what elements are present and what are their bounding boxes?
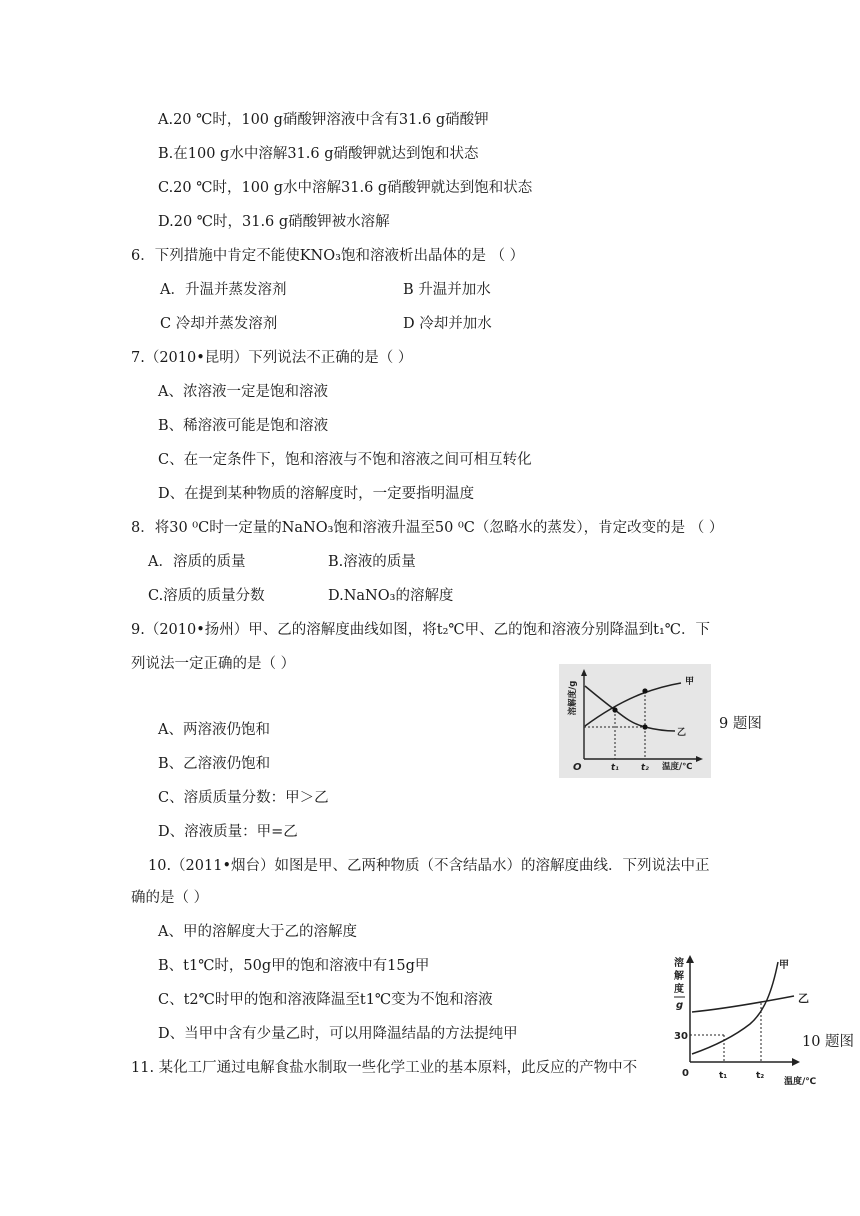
q8-option-c: C.溶质的质量分数 [148, 588, 265, 604]
q9-figure-caption: 9 题图 [719, 716, 762, 732]
q9-y-label: 溶解度/g [568, 680, 578, 716]
q8-option-d: D.NaNO₃的溶解度 [328, 588, 454, 604]
q9-solubility-figure [559, 664, 711, 778]
q10-t2-label: t₂ [756, 1071, 765, 1081]
q9-option-d: D、溶液质量：甲=乙 [158, 824, 298, 840]
q9-origin-label: O [573, 762, 582, 773]
q10-y-tick-30: 30 [674, 1031, 688, 1042]
q10-option-c: C、t2℃时甲的饱和溶液降温至t1℃变为不饱和溶液 [158, 992, 493, 1008]
q10-stem-line1: 10.（2011•烟台）如图是甲、乙两种物质（不含结晶水）的溶解度曲线．下列说法中正 [148, 858, 710, 874]
q9-option-c: C、溶质质量分数：甲＞乙 [158, 790, 329, 806]
q10-x-label: 温度/℃ [784, 1077, 817, 1087]
q8-option-b: B.溶液的质量 [328, 554, 416, 570]
q10-y-label-char3: 度 [674, 984, 684, 995]
q10-origin-label: 0 [682, 1068, 689, 1079]
q10-x-axis-arrow [792, 1058, 800, 1066]
q7-option-c: C、在一定条件下，饱和溶液与不饱和溶液之间可相互转化 [158, 452, 532, 468]
q10-y-axis-arrow [686, 955, 694, 963]
q10-stem-line2: 确的是（ ） [131, 890, 209, 906]
q9-point-yi-t2 [642, 724, 647, 729]
q9-point-jia-t2 [642, 688, 647, 693]
q8-stem: 8．将30 ⁰C时一定量的NaNO₃饱和溶液升温至50 ⁰C（忽略水的蒸发），肯定改变的是 （ ） [131, 520, 724, 536]
q11-stem: 11. 某化工厂通过电解食盐水制取一些化学工业的基本原料，此反应的产物中不 [131, 1060, 638, 1076]
q9-t1-label: t₁ [611, 763, 619, 773]
q10-y-label-unit: g [676, 1000, 684, 1011]
q8-option-a: A．溶质的质量 [148, 554, 246, 570]
q10-figure-caption: 10 题图 [802, 1034, 855, 1050]
q9-t2-label: t₂ [641, 763, 649, 773]
q9-series-jia-label: 甲 [685, 677, 695, 687]
q7-option-a: A、浓溶液一定是饱和溶液 [158, 384, 328, 400]
q10-option-a: A、甲的溶解度大于乙的溶解度 [158, 924, 357, 940]
q6-option-d: D 冷却并加水 [403, 316, 492, 332]
q7-option-d: D、在提到某种物质的溶解度时，一定要指明温度 [158, 486, 475, 502]
q10-curve-yi [692, 996, 794, 1012]
q6-option-c: C 冷却并蒸发溶剂 [160, 316, 278, 332]
q6-option-a: A．升温并蒸发溶剂 [160, 282, 287, 298]
q6-option-b: B 升温并加水 [403, 282, 491, 298]
q5-option-b: B.在100 g水中溶解31.6 g硝酸钾就达到饱和状态 [158, 146, 479, 162]
q9-stem-line1: 9.（2010•扬州）甲、乙的溶解度曲线如图，将t₂℃甲、乙的饱和溶液分别降温到t₁℃．下 [131, 622, 711, 638]
q10-y-label-char1: 溶 [674, 958, 684, 969]
q10-option-d: D、当甲中含有少量乙时，可以用降温结晶的方法提纯甲 [158, 1026, 518, 1042]
q5-option-a: A.20 ℃时，100 g硝酸钾溶液中含有31.6 g硝酸钾 [158, 112, 489, 128]
q5-option-d: D.20 ℃时，31.6 g硝酸钾被水溶解 [158, 214, 390, 230]
q10-y-label-char2: 解 [674, 971, 684, 982]
q9-x-label: 温度/℃ [662, 762, 693, 772]
q9-intersection-point [612, 707, 617, 712]
q9-option-b: B、乙溶液仍饱和 [158, 756, 271, 772]
q9-series-yi-label: 乙 [677, 728, 687, 738]
q10-series-jia-label: 甲 [779, 960, 789, 971]
q10-series-yi-label: 乙 [798, 992, 809, 1005]
q5-option-c: C.20 ℃时，100 g水中溶解31.6 g硝酸钾就达到饱和状态 [158, 180, 533, 196]
q7-option-b: B、稀溶液可能是饱和溶液 [158, 418, 329, 434]
q6-stem: 6．下列措施中肯定不能使KNO₃饱和溶液析出晶体的是 （ ） [131, 248, 525, 264]
q10-t1-label: t₁ [719, 1071, 728, 1081]
q10-solubility-figure [672, 952, 832, 1088]
q9-stem-line2: 列说法一定正确的是（ ） [131, 656, 296, 672]
q7-stem: 7.（2010•昆明）下列说法不正确的是（ ） [131, 350, 413, 366]
q10-curve-jia [692, 962, 778, 1054]
q9-option-a: A、两溶液仍饱和 [158, 722, 270, 738]
q10-option-b: B、t1℃时，50g甲的饱和溶液中有15g甲 [158, 958, 430, 974]
